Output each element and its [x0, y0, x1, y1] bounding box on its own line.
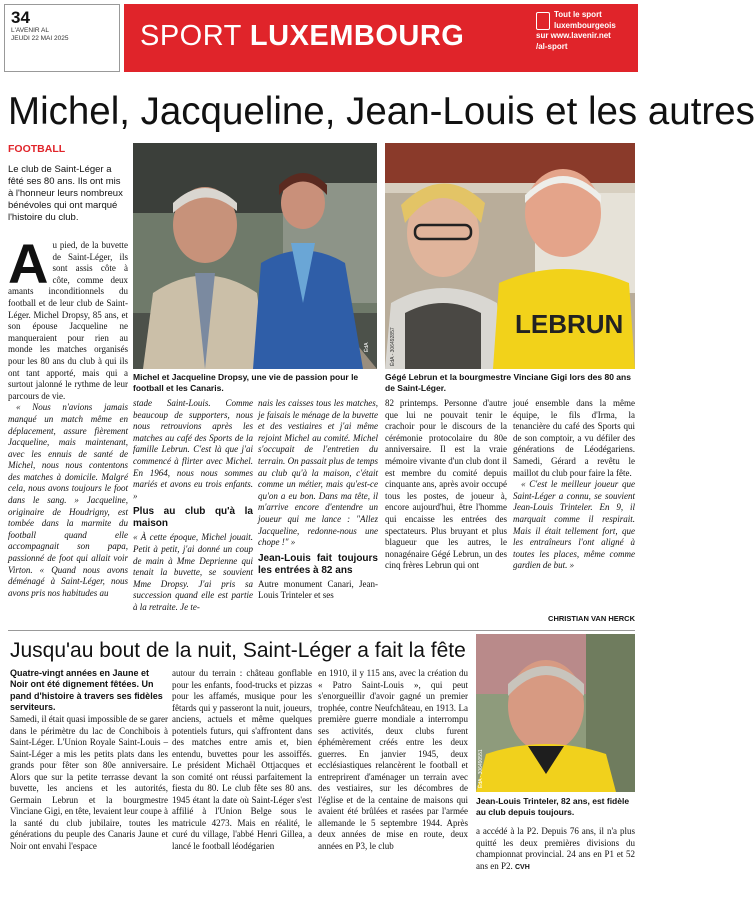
- article1-column-5: [513, 398, 635, 612]
- photo-lebrun-gigi: [385, 143, 635, 369]
- drop-cap: A: [8, 232, 49, 295]
- section-title-bold: LUXEMBOURG: [249, 20, 465, 52]
- article2-col4-body: a accédé à la P2. Depuis 76 ans, il n'a plus quitté les deux premières divisions du championnat provincial. 24 ans en P1 et 52 ans en P2.: [476, 826, 635, 871]
- secondary-headline: Jusqu'au bout de la nuit, Saint-Léger a fait la fête: [10, 639, 466, 662]
- photo-trinteler: [476, 634, 635, 792]
- col3-paragraph-1: nais les caisses tous les matches, je faisais le ménage de la buvette et des vestiaires et j'ai même rejoint Michel au comité. Michel s'occupait de l'entretien du terrain. On passait plus de temps au club qu'à la maison, c'était comme un métier, mais qu'est-ce qu'on a eu bon. Dans ma tête, il m'arrive encore d'entendre un joueur qui me lance : "Allez Jacqueline, redonne-nous une chope !" »: [258, 398, 378, 548]
- article1-column-2: [133, 398, 253, 632]
- secondary-intro: Quatre-vingt années en Jaune et Noir ont été dignement fêtées. Un pand d'histoire à travers ses fidèles serviteurs.: [10, 668, 163, 712]
- article1-column-1: [8, 232, 128, 632]
- col1-paragraph-2: « Nous n'avions jamais manqué un match même en déplacement, assure fièrement Jacqueline, mais maintenant, avec les ennuis de santé de Michel, nous nous contentons des matches à domicile. Malgré cela, nous avons toujours le foot dans le sang. » Jacqueline, originaire de Houdrigny, est tombée dans la marmite du football quand elle accompagnait son papa, passionné de foot qui allait voir Virton. « Quand nous avons déménagé à Saint-Léger, nous avons pris nos habitudes au: [8, 402, 128, 598]
- article-separator: [8, 630, 635, 631]
- col2-paragraph-1: stade Saint-Louis. Comme beaucoup de supporters, nous nous retrouvions après les matches au café des Sports de la famille Lebrun. C'est là que j'ai commencé à flirter avec Michel. En 1964, nous nous sommes mariés et avons eu trois enfants. »: [133, 398, 253, 501]
- col2-paragraph-2: « À cette époque, Michel jouait. Petit à petit, j'ai donné un coup de main à Mme Deprienne qui tenait la buvette, se souvient Mme Dropsy. J'ai pris sa succession quand elle est partie à la retraite. Je te-: [133, 532, 253, 612]
- photo2-credit: ÉdA - 306492857: [390, 327, 396, 366]
- author-byline: CHRISTIAN VAN HERCK: [548, 614, 635, 623]
- caption-photo-2: Gégé Lebrun et la bourgmestre Vinciane Gigi lors des 80 ans de Saint-Léger.: [385, 372, 631, 393]
- photo-dropsy-couple: [133, 143, 377, 369]
- article2-column-3: [318, 668, 468, 896]
- subheading-jean-louis: Jean-Louis fait toujours les entrées à 82 ans: [258, 552, 378, 576]
- web-promo: [536, 10, 636, 52]
- col5-paragraph-1: joué ensemble dans la même équipe, le fils d'Irma, la tenancière du café des Sports qui de son comptoir, a vu défiler des générations de Léodégariens. Samedi, Gérard a revêtu le maillot du club pour faire la fête.: [513, 398, 635, 478]
- article2-col4-text: [476, 826, 635, 873]
- col3-paragraph-2: Autre monument Canari, Jean-Louis Trinteler et ses: [258, 578, 378, 601]
- article-kicker: FOOTBALL: [8, 143, 66, 155]
- main-headline: Michel, Jacqueline, Jean-Louis et les autres: [8, 90, 755, 133]
- promo-line-4: /al-sport: [536, 41, 568, 51]
- tablet-icon: [536, 12, 550, 30]
- svg-text:LEBRUN: LEBRUN: [515, 309, 624, 339]
- article2-column-2: [172, 668, 312, 896]
- col4-paragraph-1: 82 printemps. Personne d'autre que lui ne pouvait tenir le crachoir pour le discours de la cérémonie protocolaire du 80e anniversaire. Il est la vraie mémoire vivante d'un club dont il est membre du comité depuis cinquante ans, après avoir occupé tous les postes, de joueur à, encore aujourd'hui, être l'homme qui encaisse les entrées des spectateurs. Plus bruyant et plus blagueur que les autres, le nonagénaire Gégé Lebrun, un des cinq frères Lebrun qui ont: [385, 398, 507, 571]
- issue-date: JEUDI 22 MAI 2025: [11, 35, 69, 42]
- article2-column-4: [476, 826, 635, 896]
- article2-col1-text: Samedi, il était quasi impossible de se garer dans le périmètre du lac de Conchibois à Saint-Léger. L'Union Royale Saint-Louis – Saint-Léger a mis les petits plats dans les grands pour fêter son 80e anniversaire. Alors que sur la petite terrasse devant la buvette, les anciens et les autorités, Germain Lebrun et la bourgmestre Vinciane Gigi, en tête, levaient leur coupe à la santé du club jubilaire, toutes les générations du peuple des Canaris Jaune et Noir ont envahi l'espace: [10, 714, 168, 851]
- caption-photo-3: Jean-Louis Trinteler, 82 ans, est fidèle au club depuis toujours.: [476, 796, 630, 817]
- col1-paragraph-1: u pied, de la buvette de Saint-Léger, ils sont assis côte à côte, comme deux amants inconditionnels du football et de leur club de Saint-Léger. Michel Dropsy, 85 ans, et son épouse Jacqueline ne manqueraient pour rien au monde les matches organisés pour les 80 ans du club à qui ils ont tant apporté, mais qui a surtout jalonné le rythme de leur parcours de vie.: [8, 240, 128, 401]
- page-info-box: [4, 4, 120, 72]
- edition-label: L'AVENIR AL: [11, 27, 49, 34]
- caption-photo-1: Michel et Jacqueline Dropsy, une vie de passion pour le football et les Canaris.: [133, 372, 359, 393]
- subheading-plus-au-club: Plus au club qu'à la maison: [133, 506, 253, 530]
- article2-signature: CVH: [515, 863, 530, 871]
- article2-col2-text: autour du terrain : château gonflable pour les enfants, food-trucks et pizzas pour les affamés, musique pour les fêtards qui y passeront la nuit, joueurs, anciens, actuels et même quelques potentiels futurs, qui s'affrontent dans des matches entre amis et, bien entendu, buvettes pour les assoiffés. Le président Michaël Ottjacques et son comité ont réussi parfaitement la fiesta du 80. Le club fête ses 80 ans. 1945 étant la date où Saint-Léger s'est affilié à l'Union Belge sous le matricule 4273. Mais en réalité, le curé du village, l'abbé Henri Gillea, a lancé le football léodégarien: [172, 668, 312, 851]
- article1-column-3: [258, 398, 378, 632]
- article2-col3-text: en 1910, il y 115 ans, avec la création du « Patro Saint-Louis », qui peut s'enorgueillir d'avoir gagné un premier trophée, contre Neufchâteau, en 1913. La première guerre mondiale a interrompu ses activités, deux clubs furent éphémèrement créés entre les deux guerres. En janvier 1945, deux ecclésiastiques relancèrent le football et entreprirent d'aménager un terrain avec des vestiaires, sur les décombres de l'église et de la centaine de maisons qui avaient été brûlées et rasées par l'armée allemande le 5 septembre 1944. Après deux années de mise en route, deux années en P3, le club: [318, 668, 468, 851]
- article2-column-1: [10, 714, 168, 896]
- photo3-credit: ÉdA - 306490551: [478, 749, 484, 788]
- page-number: 34: [11, 8, 30, 27]
- promo-line-3: sur www.lavenir.net: [536, 31, 611, 40]
- article1-column-4: [385, 398, 507, 632]
- section-title-light: SPORT: [140, 20, 242, 52]
- section-title: [140, 18, 464, 54]
- promo-line-2: luxembourgeois: [554, 20, 616, 30]
- article-intro: Le club de Saint-Léger a fêté ses 80 ans. Ils ont mis à l'honneur leurs nombreux bénévoles qui ont marqué l'histoire du club.: [8, 164, 123, 223]
- page-header: [0, 0, 642, 78]
- promo-line-1: Tout le sport: [554, 10, 602, 19]
- col5-paragraph-2: « C'est le meilleur joueur que Saint-Léger a connu, se souvient Jean-Louis Trinteler. En 9, il marquait comme il respirait. Mais il était tellement fort, que les entraîneurs l'ont aligné à toutes les places, même comme gardien de but. »: [513, 479, 635, 571]
- photo1-credit: ÉdA: [364, 342, 370, 352]
